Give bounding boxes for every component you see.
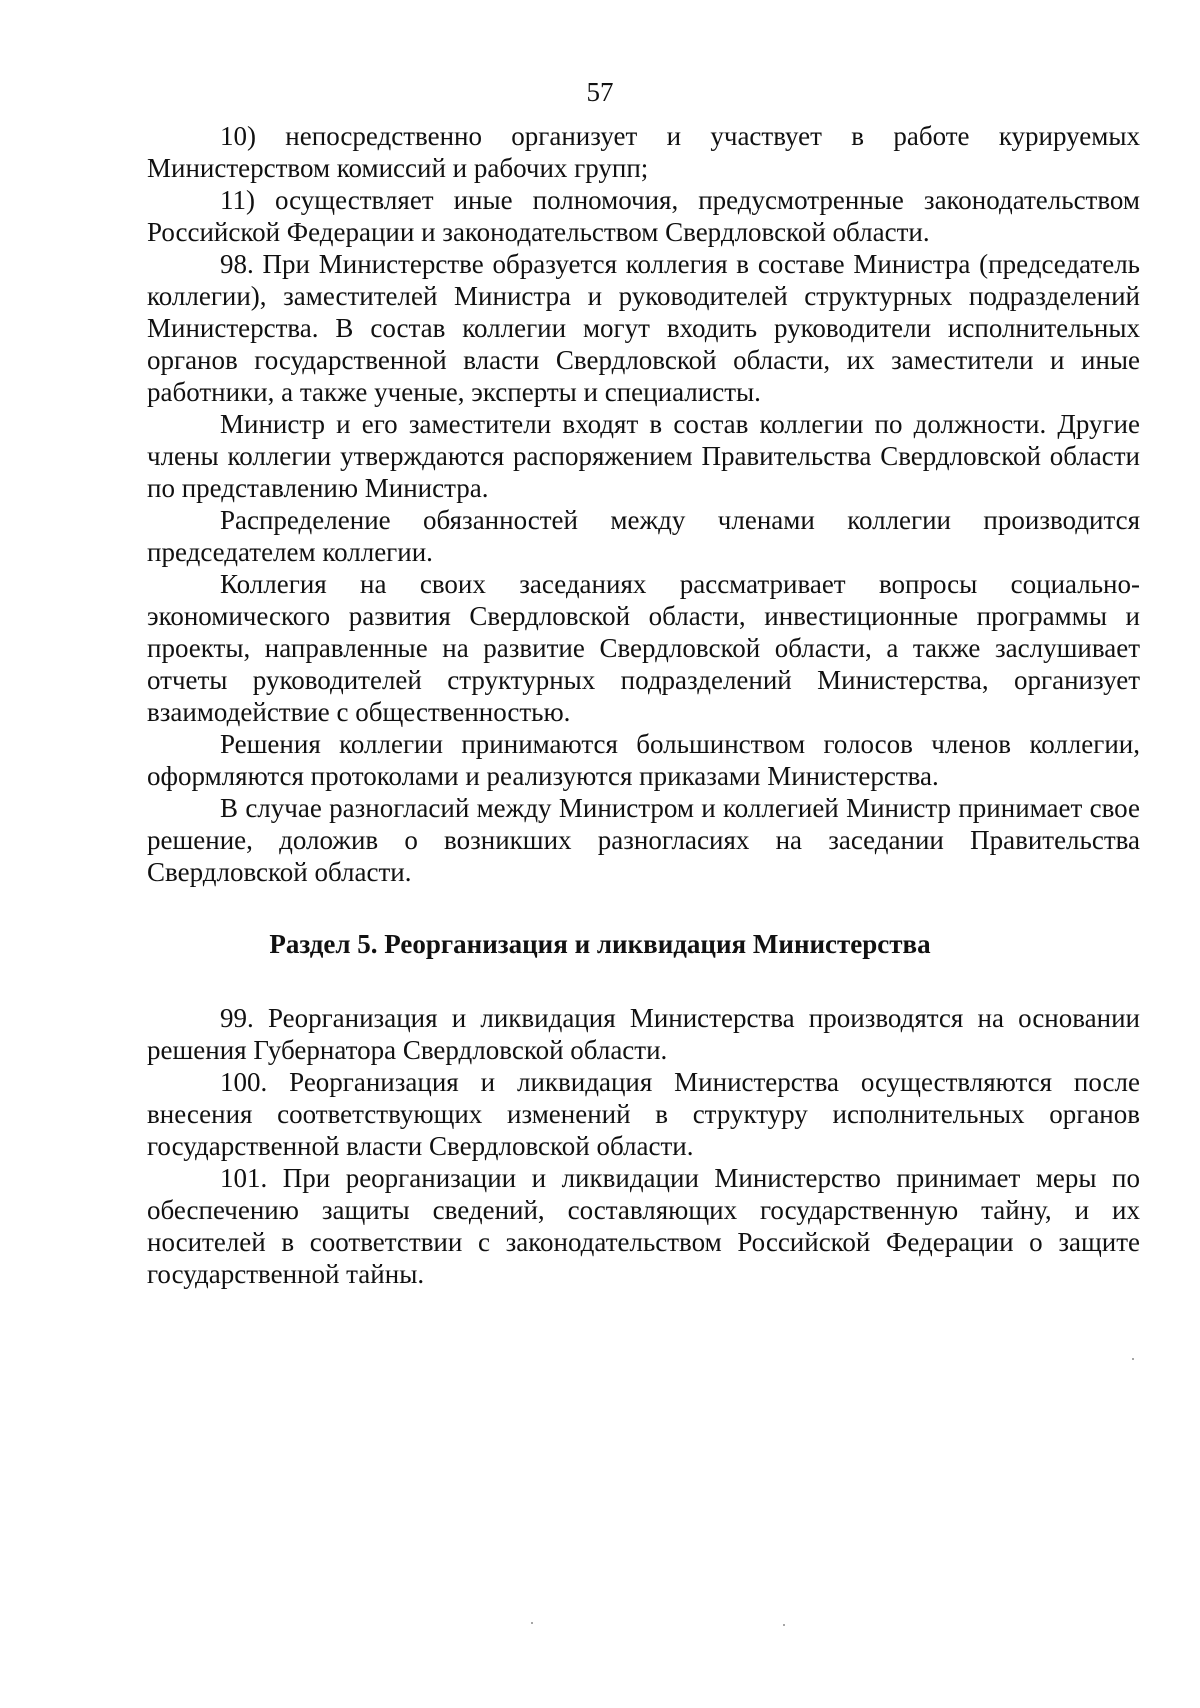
scan-speck	[1132, 1358, 1134, 1360]
paragraph-collegium-decisions: Решения коллегии принимаются большинством голосов членов коллегии, оформляются протоколами и реализуются приказами Министерства.	[147, 729, 1140, 791]
paragraph-collegium-meetings: Коллегия на своих заседаниях рассматривает вопросы социально-экономического развития Свердловской области, инвестиционные программы и проекты, направленные на развитие Свердловской области, а также заслушивает отчеты руководителей структурных подразделений Министерства, организует взаимодействие с общественностью.	[147, 569, 1140, 727]
scan-speck	[531, 1622, 533, 1624]
page-number: 57	[586, 77, 614, 107]
paragraph-item-11: 11) осуществляет иные полномочия, предусмотренные законодательством Российской Федерации и законодательством Свердловской области.	[147, 185, 1140, 247]
text-block-before-section	[147, 120, 1140, 888]
paragraph-collegium-members: Министр и его заместители входят в состав коллегии по должности. Другие члены коллегии утверждаются распоряжением Правительства Свердловской области по представлению Министра.	[147, 409, 1140, 503]
scan-speck	[783, 1624, 785, 1626]
paragraph-disagreements: В случае разногласий между Министром и коллегией Министр принимает свое решение, доложив о возникших разногласиях на заседании Правительства Свердловской области.	[147, 793, 1140, 887]
paragraph-99: 99. Реорганизация и ликвидация Министерства производятся на основании решения Губернатора Свердловской области.	[147, 1003, 1140, 1065]
paragraph-98: 98. При Министерстве образуется коллегия в составе Министра (председатель коллегии), заместителей Министра и руководителей структурных подразделений Министерства. В состав коллегии могут входить руководители исполнительных органов государственной власти Свердловской области, их заместители и иные работники, а также ученые, эксперты и специалисты.	[147, 249, 1140, 407]
paragraph-item-10: 10) непосредственно организует и участвует в работе курируемых Министерством комиссий и рабочих групп;	[147, 121, 1140, 183]
section-heading: Раздел 5. Реорганизация и ликвидация Министерства	[269, 929, 931, 959]
paragraph-100: 100. Реорганизация и ликвидация Министерства осуществляются после внесения соответствующих изменений в структуру исполнительных органов государственной власти Свердловской области.	[147, 1067, 1140, 1161]
paragraph-101: 101. При реорганизации и ликвидации Министерство принимает меры по обеспечению защиты сведений, составляющих государственную тайну, и их носителей в соответствии с законодательством Российской Федерации о защите государственной тайны.	[147, 1163, 1140, 1289]
text-block-after-section	[147, 1002, 1140, 1290]
paragraph-duties-distribution: Распределение обязанностей между членами коллегии производится председателем коллегии.	[147, 505, 1140, 567]
